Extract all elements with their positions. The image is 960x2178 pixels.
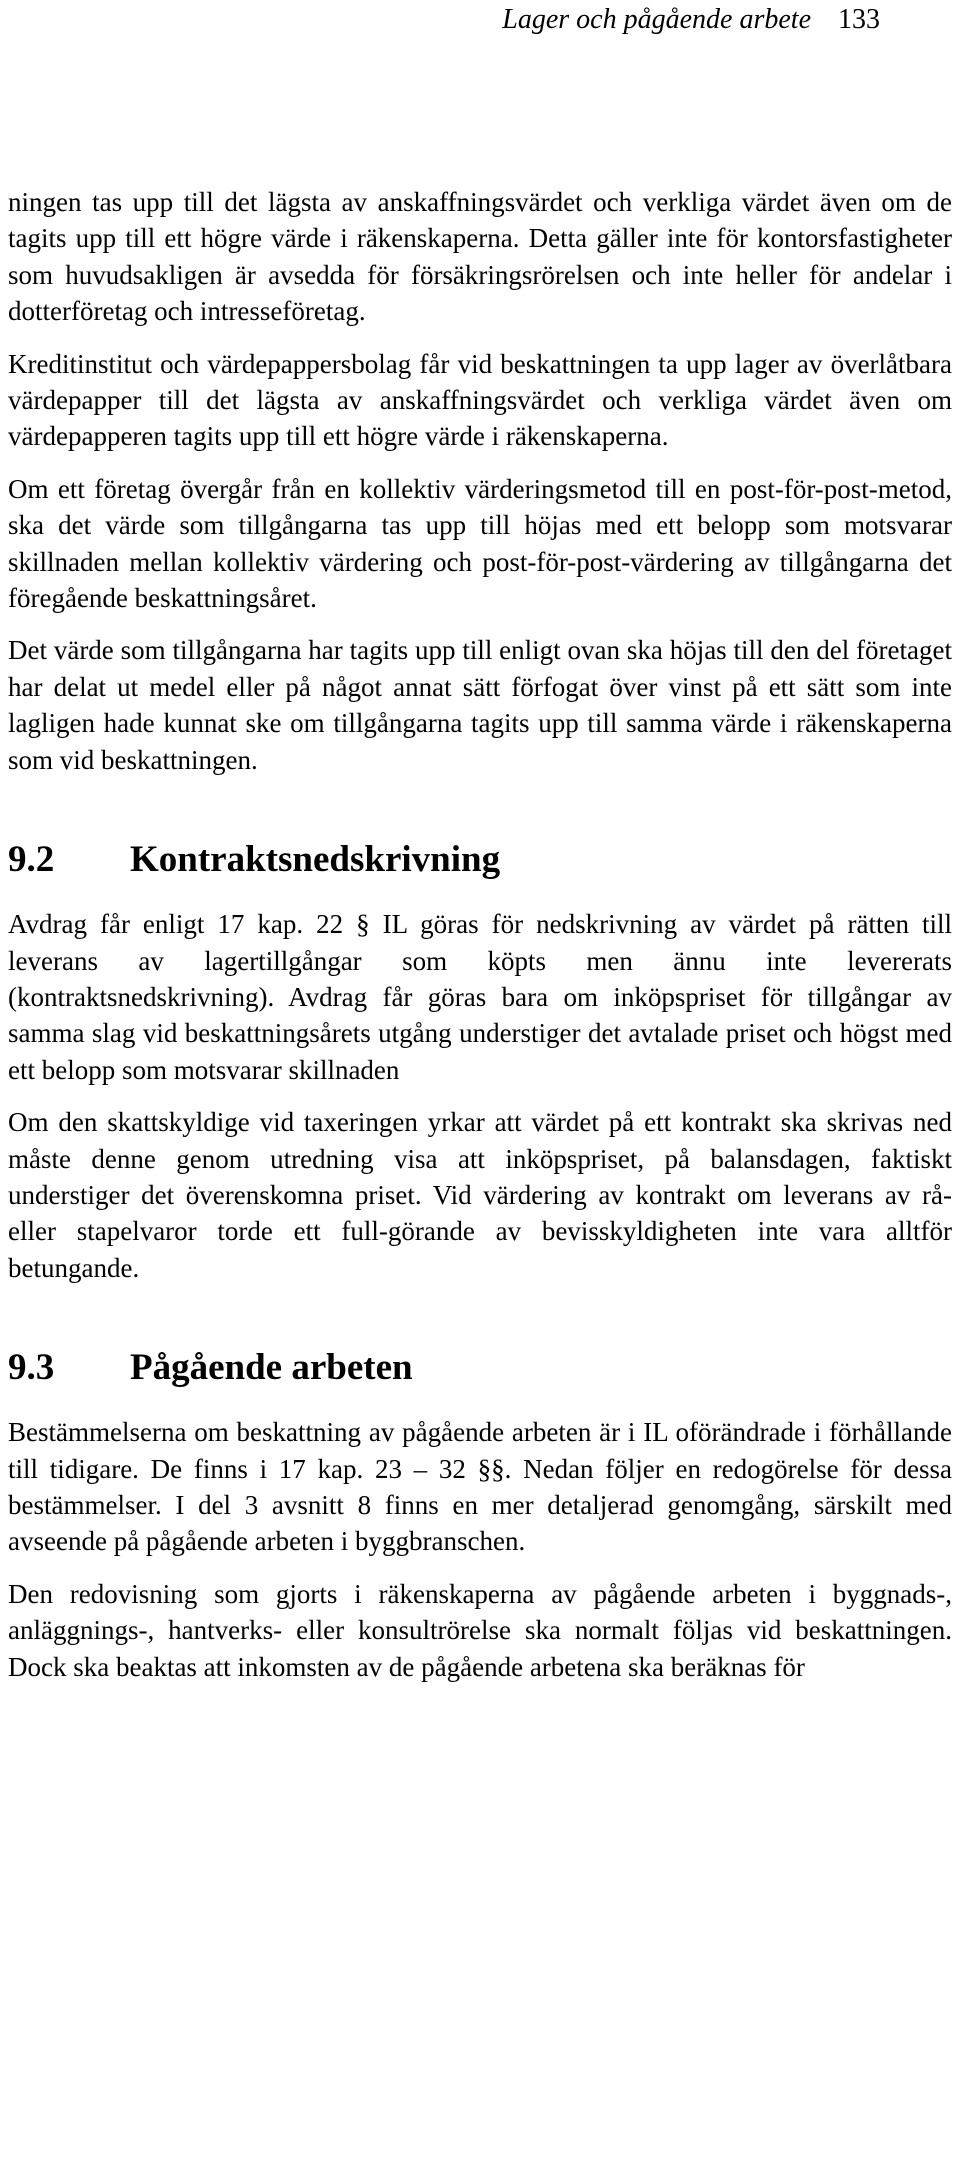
paragraph: Avdrag får enligt 17 kap. 22 § IL göras för nedskrivning av värdet på rätten till leverans av lagertillgångar som köpts men ännu inte levererats (kontraktsnedskrivning). Avdrag får göras bara om inköpspriset för tillgångar av samma slag vid beskattningsårets utgång understiger det avtalade priset och högst med ett belopp som motsvarar skillnaden	[8, 909, 952, 1085]
paragraph: Om den skattskyldige vid taxeringen yrkar att värdet på ett kontrakt ska skrivas ned måste denne genom utredning visa att inköpspriset, på balansdagen, faktiskt understiger det överenskomna priset. Vid värdering av kontrakt om leverans av rå- eller stapelvaror torde ett full-görande av bevisskyldigheten inte vara alltför betungande.	[8, 1107, 952, 1283]
paragraph: Det värde som tillgångarna har tagits upp till enligt ovan ska höjas till den del företaget har delat ut medel eller på något annat sätt förfogat över vinst på ett sätt som inte lagligen hade kunnat ske om tillgångarna tagits upp till samma värde i räkenskaperna som vid beskattningen.	[8, 635, 952, 775]
paragraph: Om ett företag övergår från en kollektiv värderingsmetod till en post-för-post-metod, ska det värde som tillgångarna tas upp till höjas med ett belopp som motsvarar skillnaden mellan kollektiv värdering och post-för-post-värdering av tillgångarna det föregående beskattningsåret.	[8, 473, 952, 614]
body-text	[8, 184, 952, 1685]
running-header-title: Lager och pågående arbete	[502, 4, 811, 35]
section-title: Pågående arbeten	[130, 1347, 413, 1389]
running-header	[502, 3, 880, 37]
section-title: Kontraktsnedskrivning	[130, 839, 501, 881]
page-number: 133	[838, 4, 880, 35]
section-number: 9.2	[8, 839, 55, 881]
paragraph: Bestämmelserna om beskattning av pågående arbeten är i IL oförändrade i förhållande till tidigare. De finns i 17 kap. 23 – 32 §§. Nedan följer en redogörelse för dessa bestämmelser. I del 3 avsnitt 8 finns en mer detaljerad genomgång, särskilt med avseende på pågående arbeten i byggbranschen.	[8, 1417, 952, 1557]
section-heading	[8, 1346, 952, 1390]
section-number: 9.3	[8, 1347, 55, 1389]
paragraph: Kreditinstitut och värdepappersbolag får vid beskattningen ta upp lager av överlåtbara värdepapper till det lägsta av anskaffningsvärdet och verkliga värdet även om värdepapperen tagits upp till ett högre värde i räkenskaperna.	[8, 348, 952, 452]
paragraph: Den redovisning som gjorts i räkenskaperna av pågående arbeten i byggnads-, anläggnings-, hantverks- eller konsultrörelse ska normalt följas vid beskattningen. Dock ska beaktas att inkomsten av de pågående arbetena ska beräknas för	[8, 1578, 952, 1682]
section-heading	[8, 838, 952, 882]
paragraph: ningen tas upp till det lägsta av anskaffningsvärdet och verkliga värdet även om de tagits upp till ett högre värde i räkenskaperna. Detta gäller inte för kontorsfastigheter som huvudsakligen är avsedda för försäkringsrörelsen och inte heller för andelar i dotterföretag och intresseföretag.	[8, 187, 952, 327]
